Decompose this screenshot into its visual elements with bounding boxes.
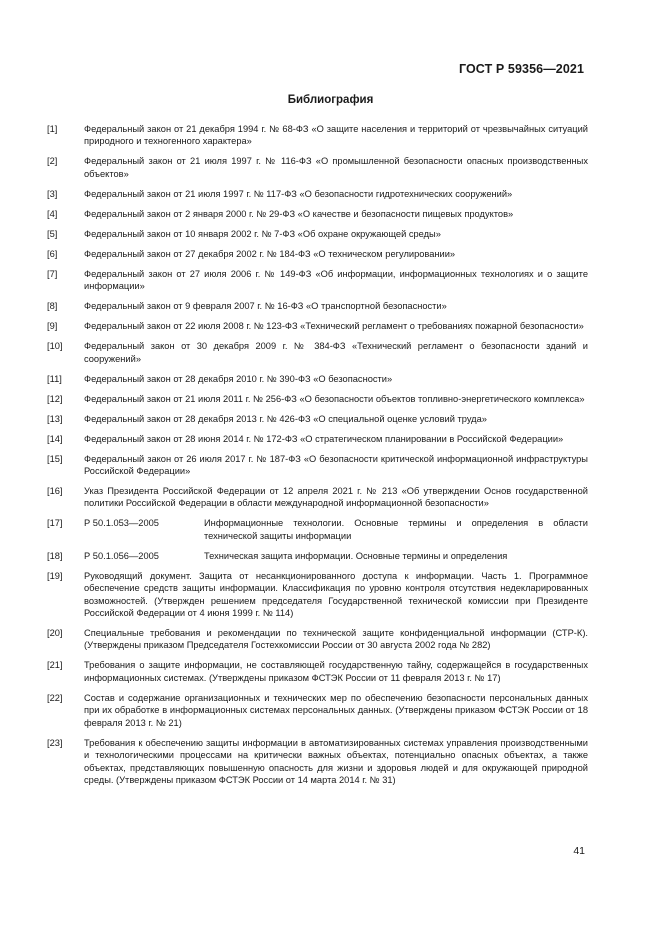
entry-text: Федеральный закон от 21 декабря 1994 г. № 68-ФЗ «О защите населения и территорий от чрезвычайных ситуаций природного и техногенного характера»	[84, 124, 588, 147]
bibliography-entry	[47, 692, 588, 729]
entry-text: Федеральный закон от 10 января 2002 г. № 7-ФЗ «Об охране окружающей среды»	[84, 228, 441, 239]
entry-text	[84, 517, 588, 542]
entry-text: Федеральный закон от 21 июля 1997 г. № 116-ФЗ «О промышленной безопасности опасных производственных объектов»	[84, 156, 588, 179]
standard-title: Техническая защита информации. Основные термины и определения	[204, 550, 508, 561]
standard-code: Р 50.1.053—2005	[84, 518, 159, 529]
bibliography-entry	[47, 659, 588, 684]
bibliography-entry	[47, 268, 588, 293]
bibliography-entry	[47, 627, 588, 652]
bibliography-entry	[47, 248, 588, 260]
entry-text: Федеральный закон от 27 декабря 2002 г. № 184-ФЗ «О техническом регулировании»	[84, 248, 456, 259]
bibliography-entry	[47, 123, 588, 148]
entry-text: Требования о защите информации, не составляющей государственную тайну, содержащейся в государственных информационных системах. (Утверждены приказом ФСТЭК России от 11 февраля 2013 г. № 17)	[84, 660, 588, 683]
entry-text: Федеральный закон от 2 января 2000 г. № 29-ФЗ «О качестве и безопасности пищевых продуктов»	[84, 208, 514, 219]
entry-text: Состав и содержание организационных и технических мер по обеспечению безопасности персональных данных при их обработке в информационных системах персональных данных. (Утверждены приказом ФСТЭК России от 18 февраля 2013 г. № 21)	[84, 692, 588, 728]
bibliography-entry	[47, 320, 588, 332]
entry-number: [17]	[47, 518, 63, 529]
entry-number: [11]	[47, 373, 62, 384]
bibliography-entry	[47, 453, 588, 478]
entry-number: [10]	[47, 341, 63, 352]
page-number: 41	[573, 845, 585, 857]
bibliography-entry	[47, 340, 588, 365]
entry-text: Федеральный закон от 28 декабря 2010 г. № 390-ФЗ «О безопасности»	[84, 373, 393, 384]
entry-number: [3]	[47, 188, 58, 199]
bibliography-entry	[47, 570, 588, 620]
bibliography-entry-standard	[47, 517, 588, 542]
entry-text: Федеральный закон от 27 июля 2006 г. № 149-ФЗ «Об информации, информационных технологиях и о защите информации»	[84, 268, 588, 292]
bibliography-entry	[47, 300, 588, 312]
bibliography-list	[47, 123, 588, 794]
entry-number: [20]	[47, 628, 63, 639]
bibliography-entry	[47, 373, 588, 385]
entry-number: [13]	[47, 413, 63, 424]
standard-title: Информационные технологии. Основные термины и определения в области технической защиты информации	[204, 518, 588, 541]
entry-text: Федеральный закон от 21 июля 1997 г. № 117-ФЗ «О безопасности гидротехнических сооружений»	[84, 188, 513, 199]
entry-number: [7]	[47, 268, 58, 279]
entry-text: Указ Президента Российской Федерации от 12 апреля 2021 г. № 213 «Об утверждении Основ государственной политики Российской Федерации в области международной информационной безопасности»	[84, 486, 588, 509]
entry-number: [9]	[47, 321, 58, 332]
entry-text: Специальные требования и рекомендации по технической защите конфиденциальной информации (СТР-К). (Утверждены приказом Председателя Гостехкомиссии России от 30 августа 2002 года № 282)	[84, 628, 588, 651]
entry-number: [21]	[47, 660, 63, 671]
entry-text: Руководящий документ. Защита от несанкционированного доступа к информации. Часть 1. Программное обеспечение средств защиты информации. Классификация по уровню контроля отсутствия недекларированных возможностей. (Утвержден решением председателя Государственной технической комиссии при Президенте Российской Федерации от 4 июня 1999 г. № 114)	[84, 570, 588, 619]
standard-code: Р 50.1.056—2005	[84, 550, 159, 561]
entry-number: [1]	[47, 124, 58, 134]
entry-number: [12]	[47, 393, 63, 404]
entry-text: Федеральный закон от 26 июля 2017 г. № 187-ФЗ «О безопасности критической информационной инфраструктуры Российской Федерации»	[84, 453, 588, 477]
entry-text: Федеральный закон от 22 июля 2008 г. № 123-ФЗ «Технический регламент о требованиях пожарной безопасности»	[84, 321, 584, 332]
document-code: ГОСТ Р 59356—2021	[458, 62, 584, 76]
entry-text	[84, 550, 588, 562]
bibliography-entry	[47, 737, 588, 787]
entry-number: [4]	[47, 208, 58, 219]
entry-number: [6]	[47, 248, 58, 259]
bibliography-entry	[47, 188, 588, 200]
bibliography-entry	[47, 485, 588, 510]
entry-number: [8]	[47, 301, 58, 312]
bibliography-entry-standard	[47, 550, 588, 562]
entry-number: [14]	[47, 433, 63, 444]
entry-number: [5]	[47, 228, 58, 239]
entry-number: [15]	[47, 453, 63, 464]
section-title: Библиография	[287, 94, 374, 106]
entry-text: Федеральный закон от 30 декабря 2009 г. № 384-ФЗ «Технический регламент о безопасности зданий и сооружений»	[84, 341, 588, 364]
entry-number: [19]	[47, 570, 63, 581]
bibliography-entry	[47, 155, 588, 180]
entry-number: [23]	[47, 737, 63, 748]
bibliography-entry	[47, 393, 588, 405]
entry-text: Федеральный закон от 28 декабря 2013 г. № 426-ФЗ «О специальной оценке условий труда»	[84, 413, 487, 424]
entry-number: [22]	[47, 692, 63, 703]
bibliography-entry	[47, 228, 588, 240]
entry-text: Федеральный закон от 28 июня 2014 г. № 172-ФЗ «О стратегическом планировании в Российской Федерации»	[84, 433, 564, 444]
entry-text: Требования к обеспечению защиты информации в автоматизированных системах управления производственными и технологическими процессами на критически важных объектах, потенциально опасных объектах, а также объектах, представляющих повышенную опасность для жизни и здоровья людей и для окружающей природной среды. (Утверждены приказом ФСТЭК России от 14 марта 2014 г. № 31)	[84, 737, 588, 785]
bibliography-entry	[47, 208, 588, 220]
entry-number: [18]	[47, 550, 63, 561]
entry-text: Федеральный закон от 9 февраля 2007 г. № 16-ФЗ «О транспортной безопасности»	[84, 301, 447, 312]
bibliography-entry	[47, 413, 588, 425]
entry-text: Федеральный закон от 21 июля 2011 г. № 256-ФЗ «О безопасности объектов топливно-энергетического комплекса»	[84, 393, 585, 404]
entry-number: [16]	[47, 486, 63, 497]
entry-number: [2]	[47, 156, 58, 167]
bibliography-entry	[47, 433, 588, 445]
